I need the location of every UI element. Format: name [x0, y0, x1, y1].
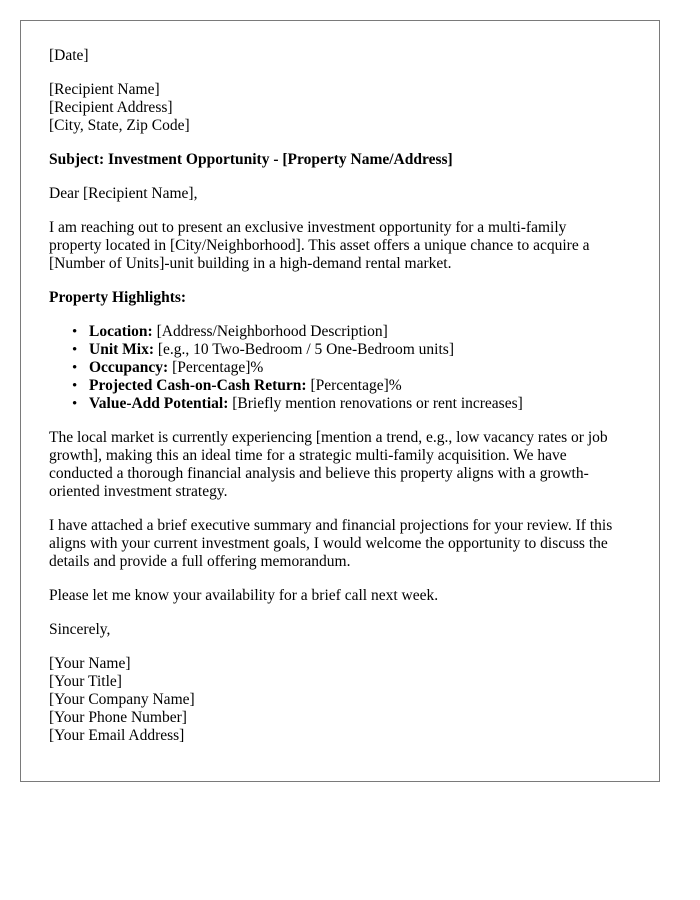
market-line: growth], making this an ideal time for a strategic multi-family acquisition. We have — [49, 447, 567, 464]
highlight-label: Unit Mix: — [89, 341, 155, 358]
attachment-line: details and provide a full offering memorandum. — [49, 553, 351, 570]
intro-line: [Number of Units]-unit building in a high-demand rental market. — [49, 255, 452, 272]
salutation: Dear [Recipient Name], — [49, 185, 198, 202]
signature-company: [Your Company Name] — [49, 691, 195, 708]
highlight-item-value-add — [72, 395, 631, 413]
highlights-heading: Property Highlights: — [49, 289, 187, 306]
market-paragraph — [49, 429, 631, 501]
recipient-block — [49, 81, 631, 135]
highlight-item-unit-mix — [72, 341, 631, 359]
highlight-value: [Briefly mention renovations or rent increases] — [228, 395, 523, 412]
call-paragraph: Please let me know your availability for a brief call next week. — [49, 587, 439, 604]
signature-email: [Your Email Address] — [49, 727, 185, 744]
attachment-paragraph — [49, 517, 631, 571]
highlights-list — [49, 323, 631, 413]
market-line: The local market is currently experiencing [mention a trend, e.g., low vacancy rates or job — [49, 429, 608, 446]
market-line: conducted a thorough financial analysis and believe this property aligns with a growth- — [49, 465, 589, 482]
recipient-city: [City, State, Zip Code] — [49, 117, 190, 134]
highlight-item-return — [72, 377, 631, 395]
signature-phone: [Your Phone Number] — [49, 709, 187, 726]
bullet-icon: • — [72, 396, 78, 412]
intro-paragraph — [49, 219, 631, 273]
market-line: oriented investment strategy. — [49, 483, 228, 500]
highlight-label: Occupancy: — [89, 359, 169, 376]
highlight-item-location — [72, 323, 631, 341]
bullet-icon: • — [72, 378, 78, 394]
recipient-name: [Recipient Name] — [49, 81, 160, 98]
highlight-label: Location: — [89, 323, 153, 340]
bullet-icon: • — [72, 342, 78, 358]
intro-line: I am reaching out to present an exclusive investment opportunity for a multi-family — [49, 219, 567, 236]
attachment-line: aligns with your current investment goals, I would welcome the opportunity to discuss the — [49, 535, 608, 552]
letter-page — [20, 20, 660, 782]
highlight-label: Projected Cash-on-Cash Return: — [89, 377, 307, 394]
intro-line: property located in [City/Neighborhood]. This asset offers a unique chance to acquire a — [49, 237, 590, 254]
subject-line: Subject: Investment Opportunity - [Property Name/Address] — [49, 151, 453, 168]
recipient-address: [Recipient Address] — [49, 99, 173, 116]
highlight-value: [Address/Neighborhood Description] — [152, 323, 388, 340]
attachment-line: I have attached a brief executive summary and financial projections for your review. If this — [49, 517, 613, 534]
highlight-label: Value-Add Potential: — [89, 395, 229, 412]
signature-title: [Your Title] — [49, 673, 122, 690]
bullet-icon: • — [72, 360, 78, 376]
highlight-item-occupancy — [72, 359, 631, 377]
highlight-value: [e.g., 10 Two-Bedroom / 5 One-Bedroom units] — [154, 341, 454, 358]
closing-line: Sincerely, — [49, 621, 111, 638]
date-text: [Date] — [49, 47, 89, 64]
signature-block — [49, 655, 631, 745]
highlight-value: [Percentage]% — [306, 377, 402, 394]
date-line — [49, 47, 631, 65]
bullet-icon: • — [72, 324, 78, 340]
signature-name: [Your Name] — [49, 655, 131, 672]
highlight-value: [Percentage]% — [168, 359, 264, 376]
